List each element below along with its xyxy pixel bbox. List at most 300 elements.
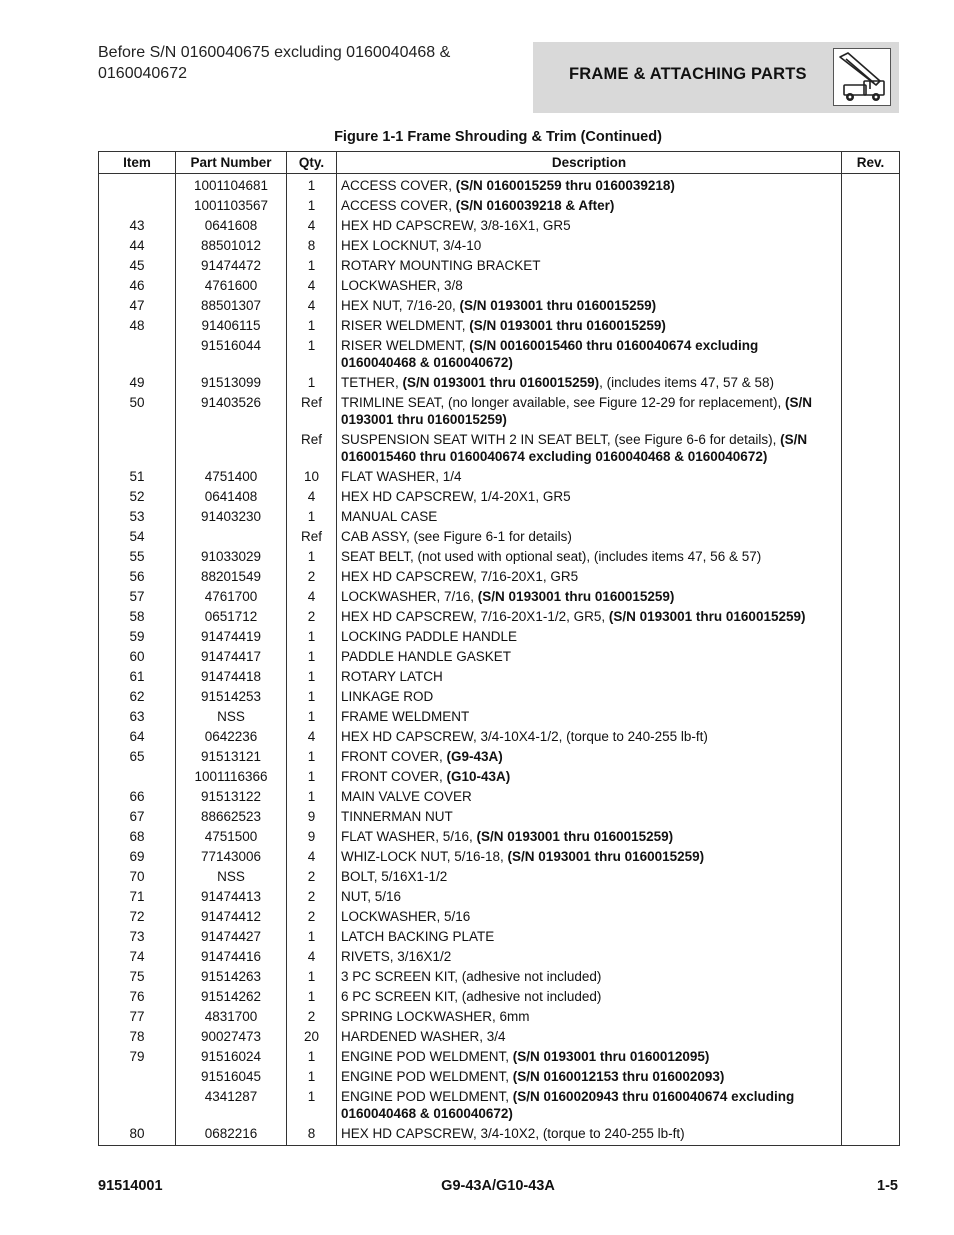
- cell-qty: 1: [287, 196, 337, 216]
- cell-rev: [842, 567, 900, 587]
- cell-qty: 1: [287, 507, 337, 527]
- description-text: ROTARY LATCH: [341, 669, 443, 684]
- section-title: FRAME & ATTACHING PARTS: [569, 65, 807, 83]
- cell-item: 74: [99, 947, 176, 967]
- table-row: [99, 296, 900, 316]
- cell-description: [337, 216, 842, 236]
- cell-part-number: 4751500: [176, 827, 287, 847]
- cell-rev: [842, 1067, 900, 1087]
- description-text: PADDLE HANDLE GASKET: [341, 649, 512, 664]
- table-row: [99, 667, 900, 687]
- description-text: HEX HD CAPSCREW, 3/4-10X4-1/2, (torque to 240-255 lb-ft): [341, 729, 708, 744]
- cell-item: [99, 196, 176, 216]
- cell-qty: 2: [287, 907, 337, 927]
- table-row: [99, 316, 900, 336]
- cell-rev: [842, 316, 900, 336]
- cell-item: 75: [99, 967, 176, 987]
- description-serial-range: (S/N 0160012153 thru 016002093): [512, 1069, 725, 1084]
- cell-item: 49: [99, 373, 176, 393]
- cell-rev: [842, 174, 900, 197]
- cell-qty: 1: [287, 1087, 337, 1124]
- cell-description: [337, 947, 842, 967]
- cell-rev: [842, 1087, 900, 1124]
- cell-description: [337, 196, 842, 216]
- description-serial-range: (S/N 0193001 thru 0160015259): [402, 375, 600, 390]
- description-text: HEX HD CAPSCREW, 7/16-20X1-1/2, GR5,: [341, 609, 609, 624]
- cell-qty: 1: [287, 547, 337, 567]
- cell-part-number: 91403230: [176, 507, 287, 527]
- parts-table-body: [99, 174, 900, 1146]
- cell-item: 43: [99, 216, 176, 236]
- cell-rev: [842, 393, 900, 430]
- description-text: HEX LOCKNUT, 3/4-10: [341, 238, 482, 253]
- cell-description: [337, 667, 842, 687]
- cell-item: 53: [99, 507, 176, 527]
- table-row: [99, 567, 900, 587]
- cell-qty: 2: [287, 1007, 337, 1027]
- cell-rev: [842, 907, 900, 927]
- cell-description: [337, 1027, 842, 1047]
- cell-rev: [842, 430, 900, 467]
- cell-part-number: 88501012: [176, 236, 287, 256]
- table-row: [99, 276, 900, 296]
- cell-description: [337, 887, 842, 907]
- cell-part-number: 0641608: [176, 216, 287, 236]
- description-text: LOCKWASHER, 5/16: [341, 909, 471, 924]
- cell-qty: 1: [287, 747, 337, 767]
- cell-qty: 8: [287, 236, 337, 256]
- parts-table: [98, 151, 900, 1146]
- description-text: MAIN VALVE COVER: [341, 789, 472, 804]
- cell-part-number: 91516045: [176, 1067, 287, 1087]
- description-serial-range: (S/N 0193001 thru 0160012095): [512, 1049, 710, 1064]
- cell-description: [337, 430, 842, 467]
- cell-description: [337, 627, 842, 647]
- description-text: NUT, 5/16: [341, 889, 402, 904]
- cell-qty: 4: [287, 947, 337, 967]
- description-text: BOLT, 5/16X1-1/2: [341, 869, 448, 884]
- cell-item: 80: [99, 1124, 176, 1146]
- description-serial-range: (S/N 0193001 thru 0160015259): [608, 609, 806, 624]
- description-text: 6 PC SCREEN KIT, (adhesive not included): [341, 989, 602, 1004]
- cell-rev: [842, 887, 900, 907]
- cell-item: 73: [99, 927, 176, 947]
- cell-item: 44: [99, 236, 176, 256]
- cell-rev: [842, 467, 900, 487]
- cell-rev: [842, 507, 900, 527]
- cell-rev: [842, 1027, 900, 1047]
- table-row: [99, 627, 900, 647]
- cell-item: [99, 174, 176, 197]
- cell-description: [337, 867, 842, 887]
- figure-title: Figure 1-1 Frame Shrouding & Trim (Continued): [334, 129, 662, 145]
- cell-description: [337, 807, 842, 827]
- cell-rev: [842, 947, 900, 967]
- cell-part-number: 4341287: [176, 1087, 287, 1124]
- table-row: [99, 1027, 900, 1047]
- cell-qty: 4: [287, 296, 337, 316]
- cell-qty: 1: [287, 316, 337, 336]
- cell-description: [337, 987, 842, 1007]
- cell-item: 71: [99, 887, 176, 907]
- footer-model: G9-43A/G10-43A: [441, 1178, 555, 1194]
- cell-description: [337, 587, 842, 607]
- description-text: LOCKWASHER, 7/16,: [341, 589, 478, 604]
- cell-qty: 2: [287, 887, 337, 907]
- description-text: RIVETS, 3/16X1/2: [341, 949, 452, 964]
- cell-description: [337, 1007, 842, 1027]
- cell-part-number: 88662523: [176, 807, 287, 827]
- description-text: MANUAL CASE: [341, 509, 438, 524]
- cell-rev: [842, 807, 900, 827]
- cell-qty: 1: [287, 256, 337, 276]
- description-text: SPRING LOCKWASHER, 6mm: [341, 1009, 530, 1024]
- cell-qty: 4: [287, 587, 337, 607]
- cell-item: 79: [99, 1047, 176, 1067]
- description-text: FLAT WASHER, 5/16,: [341, 829, 477, 844]
- cell-qty: 1: [287, 987, 337, 1007]
- cell-description: [337, 847, 842, 867]
- cell-description: [337, 687, 842, 707]
- cell-rev: [842, 336, 900, 373]
- cell-part-number: 90027473: [176, 1027, 287, 1047]
- footer-doc-number: 91514001: [98, 1178, 163, 1194]
- cell-part-number: 4761600: [176, 276, 287, 296]
- cell-description: [337, 607, 842, 627]
- table-row: [99, 216, 900, 236]
- cell-qty: 9: [287, 827, 337, 847]
- cell-part-number: 91474419: [176, 627, 287, 647]
- description-text: ACCESS COVER,: [341, 198, 456, 213]
- cell-part-number: 91474416: [176, 947, 287, 967]
- cell-rev: [842, 967, 900, 987]
- cell-part-number: [176, 430, 287, 467]
- cell-part-number: 91474417: [176, 647, 287, 667]
- description-text: FRAME WELDMENT: [341, 709, 470, 724]
- description-text: LATCH BACKING PLATE: [341, 929, 495, 944]
- cell-rev: [842, 627, 900, 647]
- cell-item: 70: [99, 867, 176, 887]
- cell-item: [99, 430, 176, 467]
- cell-part-number: 4751400: [176, 467, 287, 487]
- description-text: FLAT WASHER, 1/4: [341, 469, 462, 484]
- table-row: [99, 987, 900, 1007]
- cell-qty: 1: [287, 667, 337, 687]
- table-row: [99, 687, 900, 707]
- cell-item: 61: [99, 667, 176, 687]
- cell-part-number: 91516044: [176, 336, 287, 373]
- cell-qty: 1: [287, 707, 337, 727]
- cell-qty: 1: [287, 174, 337, 197]
- cell-item: [99, 1087, 176, 1124]
- cell-rev: [842, 1124, 900, 1146]
- cell-qty: 1: [287, 373, 337, 393]
- description-text: LOCKWASHER, 3/8: [341, 278, 463, 293]
- cell-part-number: 4761700: [176, 587, 287, 607]
- cell-qty: Ref: [287, 393, 337, 430]
- cell-qty: 1: [287, 1047, 337, 1067]
- table-row: [99, 607, 900, 627]
- table-row: [99, 907, 900, 927]
- description-serial-range: (S/N 0160039218 & After): [455, 198, 615, 213]
- col-header-item: Item: [99, 152, 176, 174]
- cell-description: [337, 467, 842, 487]
- description-text: ENGINE POD WELDMENT,: [341, 1069, 513, 1084]
- cell-qty: 1: [287, 927, 337, 947]
- cell-part-number: NSS: [176, 867, 287, 887]
- cell-rev: [842, 787, 900, 807]
- cell-description: [337, 767, 842, 787]
- table-row: [99, 373, 900, 393]
- cell-description: [337, 727, 842, 747]
- cell-part-number: 91403526: [176, 393, 287, 430]
- description-serial-range: (S/N 0193001 thru 0160015259): [477, 589, 675, 604]
- col-header-qty: Qty.: [287, 152, 337, 174]
- cell-qty: 2: [287, 867, 337, 887]
- cell-item: 72: [99, 907, 176, 927]
- cell-item: 46: [99, 276, 176, 296]
- cell-item: 48: [99, 316, 176, 336]
- description-text: HEX NUT, 7/16-20,: [341, 298, 460, 313]
- cell-part-number: 1001116366: [176, 767, 287, 787]
- cell-description: [337, 373, 842, 393]
- col-header-part-number: Part Number: [176, 152, 287, 174]
- cell-description: [337, 487, 842, 507]
- cell-item: 54: [99, 527, 176, 547]
- description-serial-range: (S/N 0193001 thru 0160015259): [341, 395, 812, 427]
- cell-description: [337, 787, 842, 807]
- cell-part-number: 0641408: [176, 487, 287, 507]
- cell-item: [99, 1067, 176, 1087]
- cell-item: 58: [99, 607, 176, 627]
- cell-rev: [842, 587, 900, 607]
- cell-qty: Ref: [287, 527, 337, 547]
- description-serial-range: (S/N 0193001 thru 0160015259): [476, 829, 674, 844]
- cell-item: 45: [99, 256, 176, 276]
- description-serial-range: (S/N 0193001 thru 0160015259): [459, 298, 657, 313]
- table-row: [99, 487, 900, 507]
- cell-part-number: 91474418: [176, 667, 287, 687]
- description-text: FRONT COVER,: [341, 769, 447, 784]
- description-serial-range: (G10-43A): [446, 769, 511, 784]
- table-row: [99, 1087, 900, 1124]
- description-serial-range: (S/N 0160015460 thru 0160040674 excluding 0160040468 & 0160040672): [341, 432, 808, 464]
- description-text: HARDENED WASHER, 3/4: [341, 1029, 506, 1044]
- cell-part-number: 91514263: [176, 967, 287, 987]
- description-text: LOCKING PADDLE HANDLE: [341, 629, 518, 644]
- cell-rev: [842, 1007, 900, 1027]
- cell-rev: [842, 707, 900, 727]
- cell-part-number: 88501307: [176, 296, 287, 316]
- description-text: RISER WELDMENT,: [341, 318, 470, 333]
- cell-item: 67: [99, 807, 176, 827]
- cell-rev: [842, 256, 900, 276]
- cell-rev: [842, 827, 900, 847]
- cell-part-number: [176, 527, 287, 547]
- cell-item: 69: [99, 847, 176, 867]
- cell-description: [337, 507, 842, 527]
- description-text: HEX HD CAPSCREW, 3/8-16X1, GR5: [341, 218, 571, 233]
- cell-qty: 4: [287, 727, 337, 747]
- cell-description: [337, 747, 842, 767]
- cell-description: [337, 296, 842, 316]
- cell-item: 51: [99, 467, 176, 487]
- cell-part-number: 88201549: [176, 567, 287, 587]
- cell-part-number: 1001103567: [176, 196, 287, 216]
- cell-qty: 20: [287, 1027, 337, 1047]
- description-note: , (includes items 47, 57 & 58): [599, 375, 774, 390]
- cell-description: [337, 316, 842, 336]
- scissor-lift-icon: [833, 48, 891, 106]
- cell-description: [337, 1047, 842, 1067]
- table-row: [99, 393, 900, 430]
- table-header-row: [99, 152, 900, 174]
- cell-item: 76: [99, 987, 176, 1007]
- cell-qty: 1: [287, 336, 337, 373]
- description-text: ROTARY MOUNTING BRACKET: [341, 258, 541, 273]
- table-row: [99, 747, 900, 767]
- cell-item: 52: [99, 487, 176, 507]
- table-row: [99, 507, 900, 527]
- description-serial-range: (S/N 0193001 thru 0160015259): [469, 318, 666, 333]
- cell-rev: [842, 527, 900, 547]
- description-serial-range: (S/N 0160020943 thru 0160040674 excluding 0160040468 & 0160040672): [341, 1089, 795, 1121]
- cell-part-number: 91474427: [176, 927, 287, 947]
- cell-item: 47: [99, 296, 176, 316]
- description-serial-range: (S/N 00160015460 thru 0160040674 excluding 0160040468 & 0160040672): [341, 338, 759, 370]
- section-banner: [533, 42, 899, 113]
- cell-item: 55: [99, 547, 176, 567]
- description-text: ENGINE POD WELDMENT,: [341, 1089, 513, 1104]
- table-row: [99, 867, 900, 887]
- cell-part-number: 91033029: [176, 547, 287, 567]
- cell-description: [337, 393, 842, 430]
- table-row: [99, 1124, 900, 1146]
- cell-rev: [842, 847, 900, 867]
- cell-part-number: 91514253: [176, 687, 287, 707]
- cell-qty: 1: [287, 627, 337, 647]
- cell-rev: [842, 487, 900, 507]
- cell-qty: Ref: [287, 430, 337, 467]
- cell-rev: [842, 727, 900, 747]
- description-text: TINNERMAN NUT: [341, 809, 453, 824]
- cell-part-number: 91513122: [176, 787, 287, 807]
- cell-part-number: 91513121: [176, 747, 287, 767]
- cell-item: 64: [99, 727, 176, 747]
- cell-item: 78: [99, 1027, 176, 1047]
- cell-part-number: 0682216: [176, 1124, 287, 1146]
- cell-item: 62: [99, 687, 176, 707]
- table-row: [99, 947, 900, 967]
- description-text: WHIZ-LOCK NUT, 5/16-18,: [341, 849, 508, 864]
- cell-description: [337, 256, 842, 276]
- cell-description: [337, 707, 842, 727]
- description-serial-range: (S/N 0160015259 thru 0160039218): [455, 178, 675, 193]
- cell-part-number: 91406115: [176, 316, 287, 336]
- cell-part-number: 0642236: [176, 727, 287, 747]
- cell-item: 50: [99, 393, 176, 430]
- cell-description: [337, 1067, 842, 1087]
- description-text: RISER WELDMENT,: [341, 338, 470, 353]
- cell-part-number: NSS: [176, 707, 287, 727]
- cell-rev: [842, 747, 900, 767]
- table-row: [99, 887, 900, 907]
- description-text: HEX HD CAPSCREW, 1/4-20X1, GR5: [341, 489, 571, 504]
- cell-item: 77: [99, 1007, 176, 1027]
- col-header-rev: Rev.: [842, 152, 900, 174]
- cell-item: 57: [99, 587, 176, 607]
- cell-description: [337, 547, 842, 567]
- description-text: ENGINE POD WELDMENT,: [341, 1049, 513, 1064]
- cell-qty: 4: [287, 847, 337, 867]
- serial-note: Before S/N 0160040675 excluding 0160040468 & 0160040672: [98, 44, 451, 82]
- cell-rev: [842, 607, 900, 627]
- cell-qty: 1: [287, 787, 337, 807]
- cell-description: [337, 1087, 842, 1124]
- table-row: [99, 707, 900, 727]
- cell-part-number: 91474413: [176, 887, 287, 907]
- cell-qty: 1: [287, 1067, 337, 1087]
- table-row: [99, 467, 900, 487]
- cell-part-number: 91474472: [176, 256, 287, 276]
- cell-item: [99, 767, 176, 787]
- cell-qty: 4: [287, 216, 337, 236]
- table-row: [99, 430, 900, 467]
- description-text: TRIMLINE SEAT, (no longer available, see Figure 12-29 for replacement),: [341, 395, 785, 410]
- description-serial-range: (G9-43A): [446, 749, 503, 764]
- table-row: [99, 527, 900, 547]
- cell-description: [337, 907, 842, 927]
- cell-description: [337, 1124, 842, 1146]
- table-row: [99, 647, 900, 667]
- table-row: [99, 807, 900, 827]
- cell-description: [337, 236, 842, 256]
- cell-part-number: 0651712: [176, 607, 287, 627]
- footer-page-number: 1-5: [877, 1178, 898, 1194]
- cell-rev: [842, 867, 900, 887]
- cell-rev: [842, 296, 900, 316]
- description-text: HEX HD CAPSCREW, 7/16-20X1, GR5: [341, 569, 579, 584]
- description-text: LINKAGE ROD: [341, 689, 434, 704]
- cell-part-number: 91516024: [176, 1047, 287, 1067]
- cell-item: 56: [99, 567, 176, 587]
- table-row: [99, 1007, 900, 1027]
- scissor-lift-icon-graphic: [834, 49, 890, 105]
- cell-description: [337, 276, 842, 296]
- cell-qty: 4: [287, 487, 337, 507]
- cell-item: [99, 336, 176, 373]
- table-row: [99, 767, 900, 787]
- cell-description: [337, 174, 842, 197]
- cell-item: 59: [99, 627, 176, 647]
- description-text: FRONT COVER,: [341, 749, 447, 764]
- table-row: [99, 727, 900, 747]
- table-row: [99, 787, 900, 807]
- cell-description: [337, 967, 842, 987]
- cell-part-number: 91513099: [176, 373, 287, 393]
- cell-qty: 1: [287, 647, 337, 667]
- cell-item: 66: [99, 787, 176, 807]
- description-serial-range: (S/N 0193001 thru 0160015259): [507, 849, 705, 864]
- cell-rev: [842, 647, 900, 667]
- cell-part-number: 4831700: [176, 1007, 287, 1027]
- table-row: [99, 847, 900, 867]
- table-row: [99, 1047, 900, 1067]
- cell-rev: [842, 373, 900, 393]
- cell-rev: [842, 547, 900, 567]
- table-row: [99, 236, 900, 256]
- cell-description: [337, 647, 842, 667]
